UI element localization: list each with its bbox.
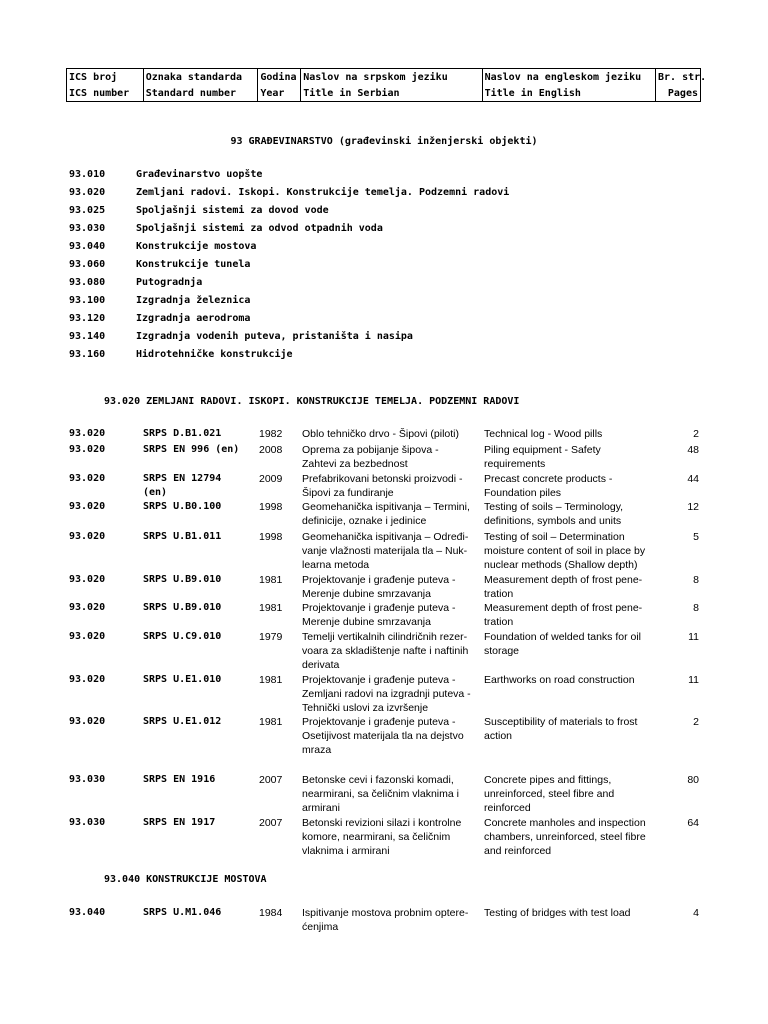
category-name: Izgradnja vodenih puteva, pristaništa i nasipa: [136, 331, 413, 342]
entry-pages: 11: [688, 674, 699, 686]
entry-title-serbian: Geomehanička ispitivanja – Termini, definicije, oznake i jedinice: [302, 501, 470, 527]
entry-ics: 93.020: [69, 674, 106, 685]
category-code: 93.100: [69, 295, 106, 306]
category-code: 93.120: [69, 313, 106, 324]
entry-ics: 93.020: [69, 574, 106, 585]
header-std-en: Standard number: [145, 88, 237, 99]
entry-standard-number: SRPS U.B9.010: [143, 602, 222, 613]
entry-pages: 44: [687, 473, 699, 485]
header-table: [66, 68, 707, 102]
category-name: Spoljašnji sistemi za odvod otpadnih voda: [136, 223, 383, 234]
header-sr-sr: Naslov na srpskom jeziku: [303, 72, 448, 83]
entry-year: 2007: [259, 817, 283, 829]
header-year-en: Year: [260, 88, 285, 99]
entry-ics: 93.020: [69, 473, 106, 484]
entry-pages: 2: [693, 428, 699, 440]
entry-title-english: Susceptibility of materials to frost action: [484, 716, 638, 742]
entry-pages: 8: [693, 602, 699, 614]
entry-standard-number: SRPS EN 996 (en): [143, 444, 240, 455]
entry-title-serbian: Oblo tehničko drvo - Šipovi (piloti): [302, 428, 459, 440]
entry-year: 1984: [259, 907, 283, 919]
header-ics-sr: ICS broj: [69, 72, 118, 83]
entry-title-serbian: Oprema za pobijanje šipova - Zahtevi za bezbednost: [302, 444, 439, 470]
entry-standard-number: SRPS U.E1.010: [143, 674, 222, 685]
entry-year: 1981: [259, 716, 283, 728]
category-code: 93.030: [69, 223, 106, 234]
entry-ics: 93.020: [69, 602, 106, 613]
entry-title-serbian: Projektovanje i građenje puteva - Osetijivost materijala tla na dejstvo mraza: [302, 716, 464, 756]
category-code: 93.080: [69, 277, 106, 288]
header-ics-column: [67, 69, 144, 101]
entry-year: 1981: [259, 674, 283, 686]
entry-year: 1979: [259, 631, 283, 643]
header-sr-column: [301, 69, 482, 101]
entry-standard-number: SRPS EN 1917: [143, 817, 216, 828]
entry-standard-number: SRPS U.B1.011: [143, 531, 222, 542]
entry-title-serbian: Betonski revizioni silazi i kontrolne komore, nearmirani, sa čeličnim vlaknima i armirani: [302, 817, 462, 857]
header-pages-en: Pages: [667, 88, 698, 99]
header-year-column: [258, 69, 301, 101]
entry-year: 2007: [259, 774, 283, 786]
section-title-93-020: 93.020 ZEMLJANI RADOVI. ISKOPI. KONSTRUKCIJE TEMELJA. PODZEMNI RADOVI: [104, 396, 520, 407]
header-en-sr: Naslov na engleskom jeziku: [484, 72, 642, 83]
entry-title-serbian: Betonske cevi i fazonski komadi, nearmirani, sa čeličnim vlaknima i armirani: [302, 774, 459, 814]
section-title-93-040: 93.040 KONSTRUKCIJE MOSTOVA: [104, 874, 267, 885]
entry-year: 1981: [259, 602, 283, 614]
category-name: Konstrukcije tunela: [136, 259, 251, 270]
entry-year: 1981: [259, 574, 283, 586]
entry-year: 1998: [259, 531, 283, 543]
category-name: Građevinarstvo uopšte: [136, 169, 263, 180]
entry-standard-number: SRPS U.E1.012: [143, 716, 222, 727]
entry-title-serbian: Ispitivanje mostova probnim optere- ćenjima: [302, 907, 469, 933]
entry-title-english: Measurement depth of frost pene- tration: [484, 602, 643, 628]
header-pages-sr: Br. str.: [658, 72, 707, 83]
entry-title-serbian: Temelji vertikalnih cilindričnih rezer- voara za skladištenje nafte i naftinih derivata: [302, 631, 469, 671]
entry-standard-number: SRPS EN 1916: [143, 774, 216, 785]
entry-standard-number: SRPS U.C9.010: [143, 631, 222, 642]
entry-year: 2009: [259, 473, 283, 485]
entry-title-serbian: Prefabrikovani betonski proizvodi - Šipovi za fundiranje: [302, 473, 463, 499]
entry-year: 2008: [259, 444, 283, 456]
entry-title-english: Testing of soils – Terminology, definitions, symbols and units: [484, 501, 624, 527]
category-name: Izgradnja železnica: [136, 295, 251, 306]
entry-title-english: Measurement depth of frost pene- tration: [484, 574, 643, 600]
entry-ics: 93.030: [69, 774, 106, 785]
category-name: Konstrukcije mostova: [136, 241, 257, 252]
entry-title-english: Testing of soil – Determination moisture content of soil in place by nuclear methods (Shallow depth): [484, 531, 646, 571]
entry-pages: 48: [687, 444, 699, 456]
entry-ics: 93.020: [69, 631, 106, 642]
entry-ics: 93.020: [69, 716, 106, 727]
header-year-sr: Godina: [260, 72, 297, 83]
entry-title-serbian: Geomehanička ispitivanja – Određi- vanje vlažnosti materijala tla – Nuk- learna metoda: [302, 531, 469, 571]
entry-pages: 2: [693, 716, 699, 728]
header-ics-en: ICS number: [69, 88, 130, 99]
category-name: Izgradnja aerodroma: [136, 313, 251, 324]
entry-pages: 64: [687, 817, 699, 829]
header-std-column: [144, 69, 259, 101]
entry-pages: 4: [693, 907, 699, 919]
entry-title-serbian: Projektovanje i građenje puteva - Zemljani radovi na izgradnji puteva - Tehnički uslovi za izvršenje: [302, 674, 471, 714]
entry-title-english: Precast concrete products - Foundation piles: [484, 473, 613, 499]
entry-year: 1998: [259, 501, 283, 513]
main-title: 93 GRAĐEVINARSTVO (građevinski inženjerski objekti): [230, 136, 538, 147]
entry-ics: 93.020: [69, 501, 106, 512]
header-en-column: [483, 69, 656, 101]
entry-title-english: Technical log - Wood pills: [484, 428, 603, 440]
entry-pages: 8: [693, 574, 699, 586]
entry-standard-number: SRPS U.M1.046: [143, 907, 222, 918]
entry-standard-number: SRPS U.B9.010: [143, 574, 222, 585]
category-code: 93.040: [69, 241, 106, 252]
category-code: 93.160: [69, 349, 106, 360]
header-en-en: Title in English: [484, 88, 581, 99]
entry-pages: 5: [693, 531, 699, 543]
entry-title-serbian: Projektovanje i građenje puteva - Merenje dubine smrzavanja: [302, 602, 456, 628]
category-code: 93.140: [69, 331, 106, 342]
entry-standard-number: SRPS D.B1.021: [143, 428, 222, 439]
entry-ics: 93.030: [69, 817, 106, 828]
entry-title-english: Concrete manholes and inspection chambers, unreinforced, steel fibre and reinforced: [484, 817, 646, 857]
category-name: Hidrotehničke konstrukcije: [136, 349, 293, 360]
entry-title-serbian: Projektovanje i građenje puteva - Merenje dubine smrzavanja: [302, 574, 456, 600]
category-name: Zemljani radovi. Iskopi. Konstrukcije temelja. Podzemni radovi: [136, 187, 510, 198]
entry-year: 1982: [259, 428, 283, 440]
entry-title-english: Testing of bridges with test load: [484, 907, 631, 919]
entry-pages: 12: [687, 501, 699, 513]
header-pages-column: [656, 69, 707, 101]
entry-ics: 93.020: [69, 428, 106, 439]
entry-ics: 93.020: [69, 531, 106, 542]
entry-ics: 93.040: [69, 907, 106, 918]
header-std-sr: Oznaka standarda: [145, 72, 243, 83]
category-name: Spoljašnji sistemi za dovod vode: [136, 205, 329, 216]
entry-title-english: Concrete pipes and fittings, unreinforced, steel fibre and reinforced: [484, 774, 615, 814]
entry-standard-number: SRPS U.B0.100: [143, 501, 222, 512]
entry-title-english: Earthworks on road construction: [484, 674, 635, 686]
entry-pages: 11: [688, 631, 699, 643]
entry-pages: 80: [687, 774, 699, 786]
entry-title-english: Piling equipment - Safety requirements: [484, 444, 601, 470]
category-name: Putogradnja: [136, 277, 203, 288]
category-code: 93.025: [69, 205, 106, 216]
header-sr-en: Title in Serbian: [303, 88, 400, 99]
entry-standard-number: SRPS EN 12794 (en): [143, 473, 222, 498]
entry-title-english: Foundation of welded tanks for oil storage: [484, 631, 642, 657]
category-code: 93.060: [69, 259, 106, 270]
category-code: 93.020: [69, 187, 106, 198]
entry-ics: 93.020: [69, 444, 106, 455]
category-code: 93.010: [69, 169, 106, 180]
